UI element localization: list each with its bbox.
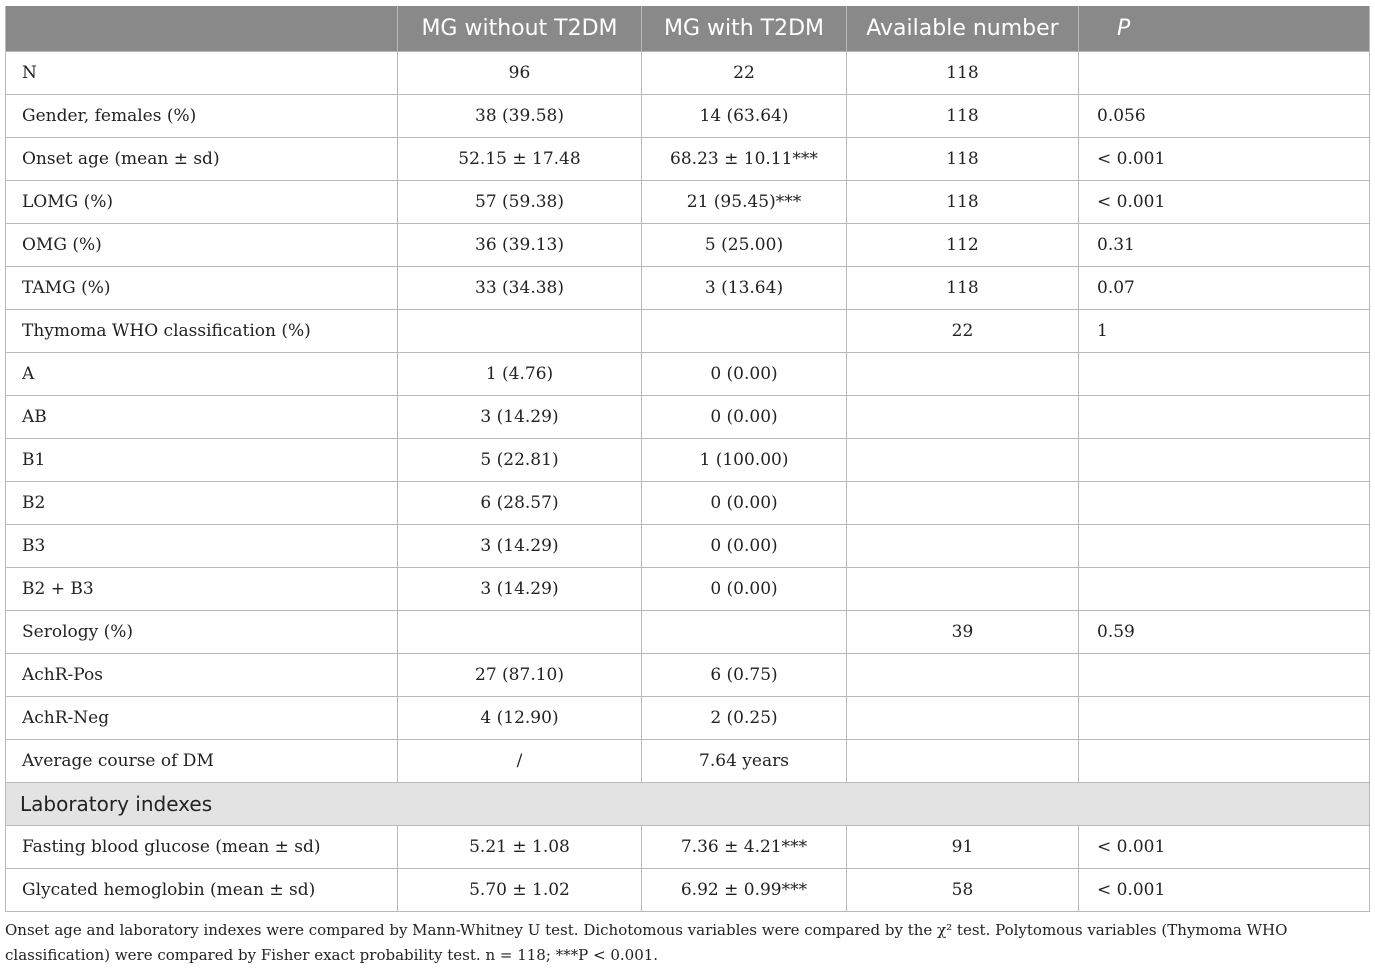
cell-variable: B2 + B3 — [6, 568, 398, 611]
cell-mg-without-t2dm: 96 — [398, 52, 642, 95]
cell-mg-with-t2dm: 1 (100.00) — [642, 439, 847, 482]
cell-available-number: 58 — [847, 869, 1079, 912]
cell-p-value: < 0.001 — [1079, 826, 1370, 869]
cell-available-number — [847, 654, 1079, 697]
cell-mg-with-t2dm: 6.92 ± 0.99*** — [642, 869, 847, 912]
cell-available-number: 118 — [847, 181, 1079, 224]
table-row — [6, 95, 1370, 138]
cell-mg-with-t2dm: 0 (0.00) — [642, 396, 847, 439]
cell-variable: Onset age (mean ± sd) — [6, 138, 398, 181]
cell-available-number — [847, 482, 1079, 525]
table-footnote: Onset age and laboratory indexes were compared by Mann-Whitney U test. Dichotomous variables were compared by the χ² test. Polytomous variables (Thymoma WHO classification) were compared by Fisher exact probability test. n = 118; ***P < 0.001. — [5, 921, 1288, 964]
cell-mg-without-t2dm: 1 (4.76) — [398, 353, 642, 396]
cell-p-value — [1079, 654, 1370, 697]
cell-variable: AB — [6, 396, 398, 439]
cell-variable: Average course of DM — [6, 740, 398, 783]
cell-mg-without-t2dm: 6 (28.57) — [398, 482, 642, 525]
cell-variable: Glycated hemoglobin (mean ± sd) — [6, 869, 398, 912]
cell-mg-without-t2dm: 3 (14.29) — [398, 568, 642, 611]
table-row — [6, 52, 1370, 95]
table-row — [6, 353, 1370, 396]
table-row — [6, 396, 1370, 439]
cell-mg-without-t2dm: 5.70 ± 1.02 — [398, 869, 642, 912]
cell-mg-without-t2dm: 3 (14.29) — [398, 396, 642, 439]
cell-mg-with-t2dm: 21 (95.45)*** — [642, 181, 847, 224]
cell-variable: Gender, females (%) — [6, 95, 398, 138]
cell-mg-with-t2dm: 5 (25.00) — [642, 224, 847, 267]
section-title: Laboratory indexes — [6, 783, 1370, 826]
table-body — [6, 52, 1370, 912]
cell-p-value: 0.07 — [1079, 267, 1370, 310]
cell-available-number: 39 — [847, 611, 1079, 654]
cell-mg-without-t2dm: / — [398, 740, 642, 783]
cell-variable: Fasting blood glucose (mean ± sd) — [6, 826, 398, 869]
cell-available-number: 118 — [847, 95, 1079, 138]
table-row — [6, 654, 1370, 697]
cell-mg-with-t2dm: 0 (0.00) — [642, 353, 847, 396]
cell-variable: AchR-Neg — [6, 697, 398, 740]
header-cell-mg-with-t2dm: MG with T2DM — [642, 6, 847, 52]
cell-mg-with-t2dm: 68.23 ± 10.11*** — [642, 138, 847, 181]
cell-mg-without-t2dm: 4 (12.90) — [398, 697, 642, 740]
cell-available-number — [847, 439, 1079, 482]
cell-mg-with-t2dm: 22 — [642, 52, 847, 95]
cell-mg-with-t2dm — [642, 611, 847, 654]
cell-mg-with-t2dm: 0 (0.00) — [642, 525, 847, 568]
cell-p-value — [1079, 568, 1370, 611]
table-row — [6, 224, 1370, 267]
cell-mg-without-t2dm — [398, 611, 642, 654]
cell-variable: LOMG (%) — [6, 181, 398, 224]
cell-mg-without-t2dm — [398, 310, 642, 353]
table-row — [6, 697, 1370, 740]
cell-p-value: < 0.001 — [1079, 181, 1370, 224]
header-cell-p-value: P — [1079, 6, 1370, 52]
cell-p-value: < 0.001 — [1079, 869, 1370, 912]
cell-mg-without-t2dm: 5 (22.81) — [398, 439, 642, 482]
table-row — [6, 740, 1370, 783]
cell-available-number — [847, 740, 1079, 783]
cell-available-number — [847, 525, 1079, 568]
header-row — [6, 6, 1370, 52]
clinical-characteristics-table — [5, 6, 1370, 912]
table-row — [6, 181, 1370, 224]
cell-available-number: 118 — [847, 267, 1079, 310]
cell-available-number: 118 — [847, 52, 1079, 95]
cell-mg-with-t2dm: 7.36 ± 4.21*** — [642, 826, 847, 869]
table-row — [6, 869, 1370, 912]
cell-p-value — [1079, 439, 1370, 482]
cell-mg-with-t2dm: 3 (13.64) — [642, 267, 847, 310]
table-container — [5, 6, 1369, 968]
cell-p-value — [1079, 353, 1370, 396]
cell-p-value: 0.59 — [1079, 611, 1370, 654]
cell-p-value: < 0.001 — [1079, 138, 1370, 181]
table-row — [6, 267, 1370, 310]
header-cell-variable — [6, 6, 398, 52]
cell-mg-without-t2dm: 38 (39.58) — [398, 95, 642, 138]
table-row — [6, 826, 1370, 869]
section-row-laboratory-indexes — [6, 783, 1370, 826]
cell-available-number: 91 — [847, 826, 1079, 869]
cell-mg-with-t2dm: 0 (0.00) — [642, 482, 847, 525]
cell-p-value — [1079, 52, 1370, 95]
cell-variable: AchR-Pos — [6, 654, 398, 697]
cell-variable: Serology (%) — [6, 611, 398, 654]
cell-mg-with-t2dm: 6 (0.75) — [642, 654, 847, 697]
cell-available-number — [847, 568, 1079, 611]
cell-variable: B2 — [6, 482, 398, 525]
cell-mg-without-t2dm: 52.15 ± 17.48 — [398, 138, 642, 181]
cell-variable: B3 — [6, 525, 398, 568]
header-cell-available-number: Available number — [847, 6, 1079, 52]
cell-p-value — [1079, 525, 1370, 568]
cell-variable: A — [6, 353, 398, 396]
table-row — [6, 568, 1370, 611]
cell-mg-without-t2dm: 3 (14.29) — [398, 525, 642, 568]
cell-p-value — [1079, 740, 1370, 783]
cell-variable: N — [6, 52, 398, 95]
cell-mg-with-t2dm: 0 (0.00) — [642, 568, 847, 611]
table-row — [6, 310, 1370, 353]
cell-p-value — [1079, 482, 1370, 525]
cell-p-value — [1079, 396, 1370, 439]
table-row — [6, 138, 1370, 181]
cell-variable: TAMG (%) — [6, 267, 398, 310]
table-row — [6, 525, 1370, 568]
cell-mg-without-t2dm: 33 (34.38) — [398, 267, 642, 310]
cell-mg-with-t2dm: 2 (0.25) — [642, 697, 847, 740]
cell-p-value — [1079, 697, 1370, 740]
cell-available-number: 118 — [847, 138, 1079, 181]
cell-p-value: 1 — [1079, 310, 1370, 353]
table-row — [6, 439, 1370, 482]
cell-mg-with-t2dm: 7.64 years — [642, 740, 847, 783]
cell-mg-without-t2dm: 57 (59.38) — [398, 181, 642, 224]
cell-available-number: 22 — [847, 310, 1079, 353]
cell-p-value: 0.31 — [1079, 224, 1370, 267]
cell-mg-with-t2dm: 14 (63.64) — [642, 95, 847, 138]
cell-mg-with-t2dm — [642, 310, 847, 353]
cell-mg-without-t2dm: 36 (39.13) — [398, 224, 642, 267]
cell-available-number — [847, 697, 1079, 740]
cell-variable: OMG (%) — [6, 224, 398, 267]
table-row — [6, 611, 1370, 654]
header-cell-mg-without-t2dm: MG without T2DM — [398, 6, 642, 52]
cell-p-value: 0.056 — [1079, 95, 1370, 138]
cell-variable: Thymoma WHO classification (%) — [6, 310, 398, 353]
table-row — [6, 482, 1370, 525]
cell-variable: B1 — [6, 439, 398, 482]
cell-available-number: 112 — [847, 224, 1079, 267]
cell-available-number — [847, 353, 1079, 396]
cell-mg-without-t2dm: 5.21 ± 1.08 — [398, 826, 642, 869]
cell-available-number — [847, 396, 1079, 439]
cell-mg-without-t2dm: 27 (87.10) — [398, 654, 642, 697]
